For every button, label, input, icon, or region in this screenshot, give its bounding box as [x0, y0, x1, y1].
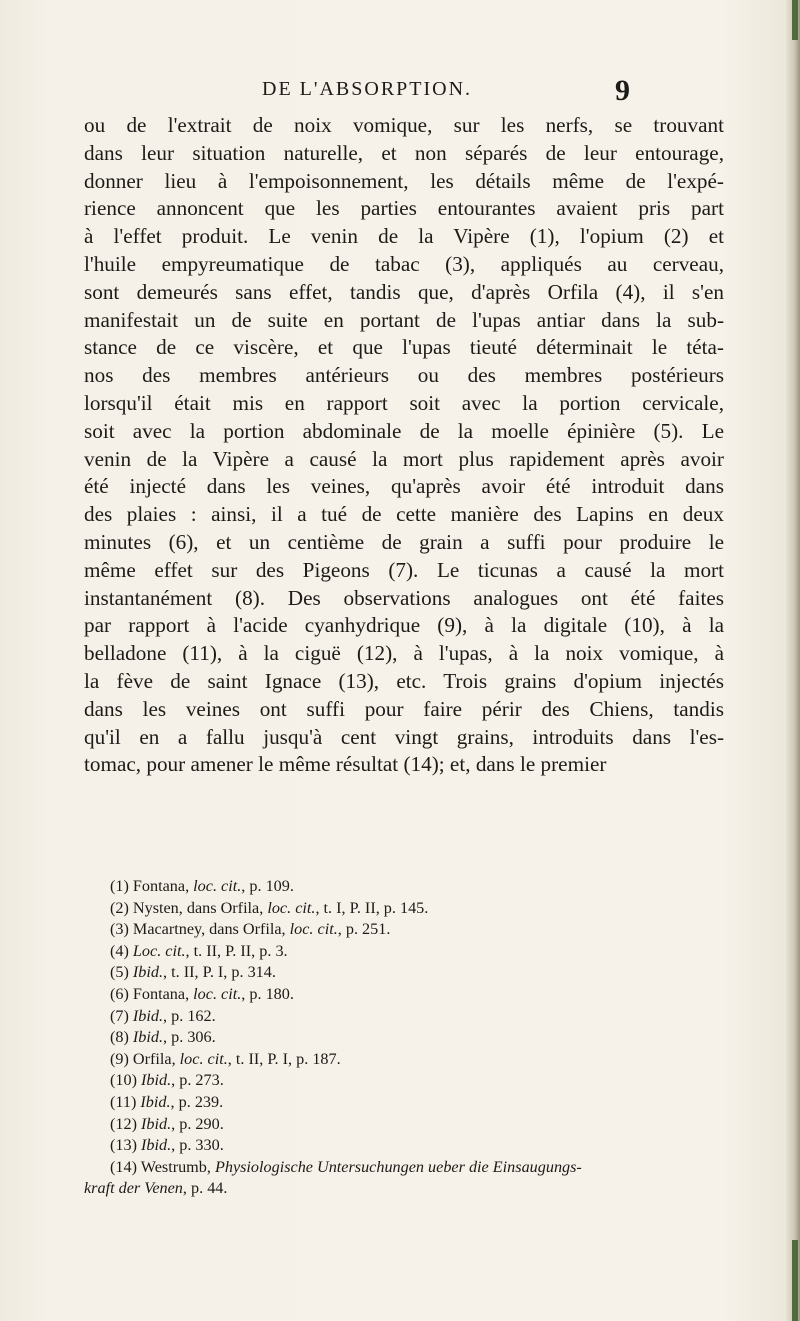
footnote-number: (4): [110, 941, 129, 960]
footnote-text: Ibid.: [141, 1136, 172, 1155]
edge-stain: [792, 0, 798, 40]
text-line: par rapport à l'acide cyanhydrique (9), à la digitale (10), à la: [84, 613, 724, 638]
footnote-text: , p. 180.: [241, 984, 294, 1003]
footnote-text: Ibid.: [132, 963, 164, 982]
footnote-text: , p. 330.: [171, 1136, 224, 1155]
text-line: tomac, pour amener le même résultat (14); et, dans le premier: [84, 752, 607, 777]
body-text: [84, 112, 724, 779]
text-line: manifestait un de suite en portant de l'upas antiar dans la sub-: [84, 307, 724, 332]
edge-stain: [792, 1240, 798, 1321]
text-line: la fève de saint Ignace (13), etc. Trois grains d'opium injectés: [84, 668, 724, 693]
footnote-text: Macartney, dans Orfila,: [132, 920, 290, 939]
footnote-number: (13): [110, 1136, 137, 1155]
footnote-text: Ibid.: [141, 1071, 172, 1090]
text-line: donner lieu à l'empoisonnement, les détails même de l'expé-: [84, 168, 724, 193]
footnote-number: (12): [110, 1114, 137, 1133]
text-line: lorsqu'il était mis en rapport soit avec la portion cervicale,: [84, 390, 724, 415]
footnote: [110, 941, 730, 963]
text-line: minutes (6), et un centième de grain a suffi pour produire le: [84, 529, 724, 554]
footnote-text: loc. cit.: [193, 984, 242, 1003]
footnote-number: (1): [110, 877, 129, 895]
footnote: [110, 1135, 730, 1157]
text-line: sont demeurés sans effet, tandis que, d'après Orfila (4), il s'en: [84, 279, 724, 304]
text-line: rience annoncent que les parties entourantes avaient pris part: [84, 196, 724, 221]
footnote-text: , t. I, P. II, p. 145.: [315, 898, 429, 917]
running-head: [262, 74, 642, 108]
footnote: [110, 1114, 730, 1136]
footnote: [110, 1157, 730, 1179]
footnote-number: (10): [110, 1071, 137, 1090]
page-number: 9: [615, 74, 630, 107]
text-line: nos des membres antérieurs ou des membres postérieurs: [84, 363, 724, 388]
footnote: [110, 919, 730, 941]
footnote-text: Ibid.: [141, 1114, 172, 1133]
footnote-text: , p. 273.: [171, 1071, 224, 1090]
footnote-number: (7): [110, 1006, 129, 1025]
footnote-text: , p. 251.: [337, 920, 391, 939]
footnote-number: (8): [110, 1028, 129, 1047]
footnote-text: Fontana,: [132, 877, 194, 895]
text-line: dans les veines ont suffi pour faire périr des Chiens, tandis: [84, 696, 724, 721]
footnote-text: Ibid.: [132, 1006, 164, 1025]
text-line: des plaies : ainsi, il a tué de cette manière des Lapins en deux: [84, 502, 724, 527]
footnote-text: Physiologische Untersuchungen ueber die Einsaugungs-: [214, 1157, 582, 1176]
footnote-text: loc. cit.: [289, 920, 338, 939]
footnote: [110, 1092, 730, 1114]
footnote-text: , p. 44.: [182, 1179, 228, 1198]
footnote-text: Ibid.: [132, 1028, 164, 1047]
footnote-text: Nysten, dans Orfila,: [132, 898, 268, 917]
text-line: venin de la Vipère a causé la mort plus rapidement après avoir: [84, 446, 724, 471]
footnote-text: Loc. cit.: [132, 941, 186, 960]
text-line: ou de l'extrait de noix vomique, sur les nerfs, se trouvant: [84, 113, 724, 137]
footnote-number: (9): [110, 1049, 129, 1068]
footnote-text: Westrumb,: [140, 1157, 215, 1176]
footnotes: [84, 876, 730, 1200]
running-title: DE L'ABSORPTION.: [262, 78, 473, 100]
footnote-continuation: [84, 1178, 730, 1200]
footnote-number: (14): [110, 1157, 137, 1176]
text-line: été injecté dans les veines, qu'après avoir été introduit dans: [84, 474, 724, 499]
text-line: même effet sur des Pigeons (7). Le ticunas a causé la mort: [84, 557, 724, 582]
footnote-text: , p. 109.: [241, 877, 294, 895]
footnote-number: (11): [110, 1092, 137, 1111]
text-line: l'huile empyreumatique de tabac (3), appliqués au cerveau,: [84, 251, 724, 276]
text-line: à l'effet produit. Le venin de la Vipère (1), l'opium (2) et: [84, 224, 724, 249]
footnote-text: , t. II, P. I, p. 187.: [227, 1049, 341, 1068]
footnote: [110, 1027, 730, 1049]
text-line: instantanément (8). Des observations analogues ont été faites: [84, 585, 724, 610]
footnote-text: , t. II, P. II, p. 3.: [185, 941, 288, 960]
footnote-text: Fontana,: [132, 984, 194, 1003]
footnote-text: kraft der Venen: [84, 1179, 183, 1198]
text-line: qu'il en a fallu jusqu'à cent vingt grains, introduits dans l'es-: [84, 724, 724, 749]
footnote-text: loc. cit.: [193, 877, 242, 895]
footnote-text: , p. 306.: [163, 1028, 216, 1047]
text-line: soit avec la portion abdominale de la moelle épinière (5). Le: [84, 418, 724, 443]
footnote: [110, 898, 730, 920]
footnote-text: loc. cit.: [179, 1049, 228, 1068]
footnote: [110, 1049, 730, 1071]
footnote-text: , p. 162.: [163, 1006, 216, 1025]
footnote: [110, 962, 730, 984]
footnote: [110, 984, 730, 1006]
page-edge: [786, 0, 800, 1321]
footnote-text: Ibid.: [140, 1092, 171, 1111]
footnote-number: (2): [110, 898, 129, 917]
footnote-number: (6): [110, 984, 129, 1003]
footnote-number: (5): [110, 963, 129, 982]
footnote-number: (3): [110, 920, 129, 939]
footnote: [110, 876, 730, 898]
footnote-text: , p. 290.: [171, 1114, 224, 1133]
text-line: belladone (11), à la ciguë (12), à l'upas, à la noix vomique, à: [84, 641, 724, 666]
footnote-text: , p. 239.: [170, 1092, 224, 1111]
footnote-text: Orfila,: [132, 1049, 180, 1068]
footnote: [110, 1006, 730, 1028]
footnote-text: , t. II, P. I, p. 314.: [163, 963, 276, 982]
text-line: stance de ce viscère, et que l'upas tieuté déterminait le téta-: [84, 335, 724, 360]
text-line: dans leur situation naturelle, et non séparés de leur entourage,: [84, 140, 724, 165]
footnote-text: loc. cit.: [267, 898, 316, 917]
footnote: [110, 1070, 730, 1092]
